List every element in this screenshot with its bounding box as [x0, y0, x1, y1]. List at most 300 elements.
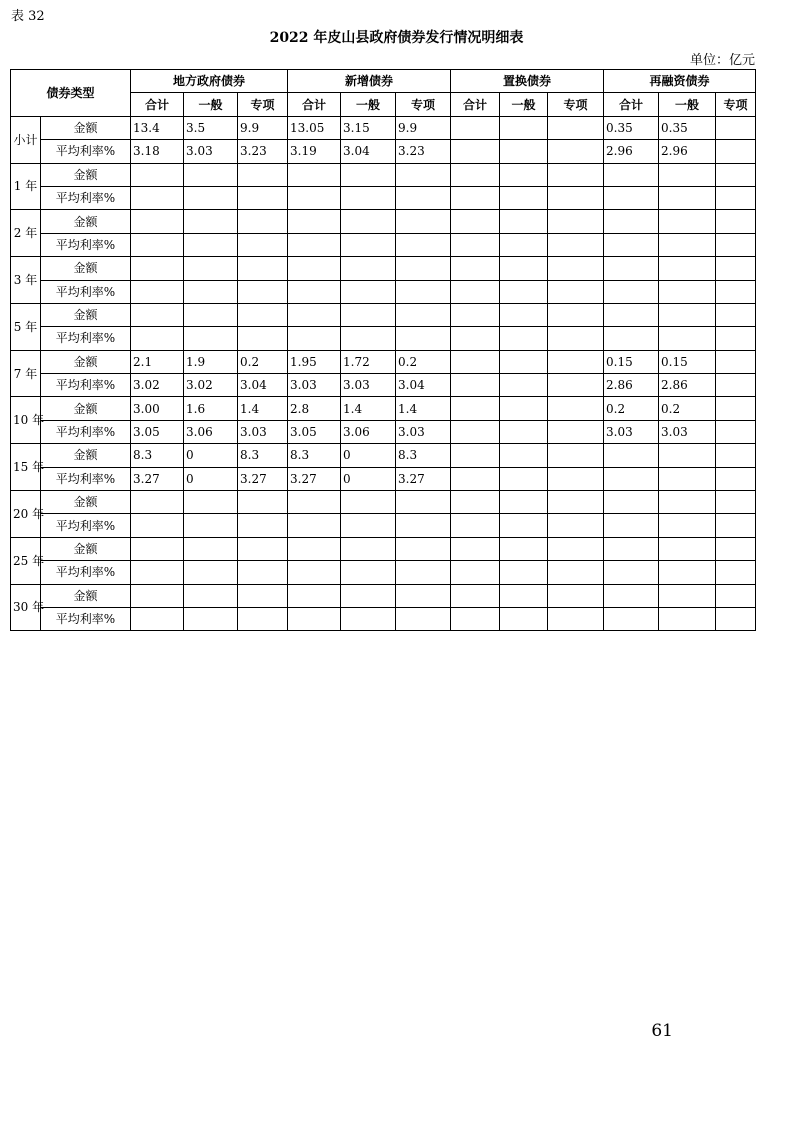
- value-cell: [238, 280, 288, 303]
- subheader-cell: 专项: [396, 93, 451, 116]
- value-cell: [716, 467, 756, 490]
- value-cell: [396, 257, 451, 280]
- value-cell: 0: [341, 467, 396, 490]
- value-cell: 3.27: [288, 467, 341, 490]
- value-cell: [716, 397, 756, 420]
- value-cell: [548, 444, 604, 467]
- value-cell: [716, 140, 756, 163]
- value-cell: [396, 561, 451, 584]
- value-cell: [396, 584, 451, 607]
- value-cell: [716, 561, 756, 584]
- value-cell: [604, 537, 659, 560]
- value-cell: [548, 257, 604, 280]
- value-cell: 3.03: [238, 420, 288, 443]
- value-cell: [716, 537, 756, 560]
- value-cell: 1.4: [341, 397, 396, 420]
- value-cell: 3.23: [238, 140, 288, 163]
- value-cell: [548, 280, 604, 303]
- table-row: [11, 210, 756, 233]
- value-cell: [238, 163, 288, 186]
- value-cell: 3.03: [341, 374, 396, 397]
- subheader-cell: 专项: [716, 93, 756, 116]
- value-cell: 3.27: [238, 467, 288, 490]
- subheader-cell: 专项: [238, 93, 288, 116]
- value-cell: [238, 584, 288, 607]
- table-row: [11, 397, 756, 420]
- amount-label: 金额: [41, 303, 131, 326]
- value-cell: [451, 584, 500, 607]
- value-cell: [396, 163, 451, 186]
- value-cell: [604, 280, 659, 303]
- value-cell: 1.72: [341, 350, 396, 373]
- amount-label: 金额: [41, 584, 131, 607]
- value-cell: 2.86: [604, 374, 659, 397]
- value-cell: [288, 257, 341, 280]
- value-cell: [238, 607, 288, 630]
- value-cell: [659, 186, 716, 209]
- value-cell: [131, 233, 184, 256]
- value-cell: 3.18: [131, 140, 184, 163]
- value-cell: [716, 327, 756, 350]
- value-cell: [238, 257, 288, 280]
- value-cell: [451, 537, 500, 560]
- value-cell: [451, 280, 500, 303]
- value-cell: 13.4: [131, 116, 184, 139]
- value-cell: [288, 584, 341, 607]
- value-cell: 3.5: [184, 116, 238, 139]
- value-cell: [716, 163, 756, 186]
- value-cell: [131, 257, 184, 280]
- value-cell: [716, 186, 756, 209]
- value-cell: 1.4: [238, 397, 288, 420]
- value-cell: [500, 561, 548, 584]
- value-cell: 3.03: [604, 420, 659, 443]
- value-cell: [604, 561, 659, 584]
- rate-label: 平均利率%: [41, 280, 131, 303]
- value-cell: [184, 163, 238, 186]
- value-cell: [500, 374, 548, 397]
- value-cell: [659, 233, 716, 256]
- value-cell: [451, 561, 500, 584]
- value-cell: [341, 257, 396, 280]
- value-cell: [716, 607, 756, 630]
- value-cell: 2.96: [659, 140, 716, 163]
- table-row: [11, 420, 756, 443]
- value-cell: [238, 561, 288, 584]
- value-cell: 3.27: [131, 467, 184, 490]
- value-cell: [451, 444, 500, 467]
- rate-label: 平均利率%: [41, 561, 131, 584]
- value-cell: [548, 163, 604, 186]
- value-cell: [341, 584, 396, 607]
- value-cell: [659, 607, 716, 630]
- amount-label: 金额: [41, 444, 131, 467]
- value-cell: [604, 607, 659, 630]
- value-cell: [131, 303, 184, 326]
- value-cell: [548, 420, 604, 443]
- value-cell: [238, 491, 288, 514]
- value-cell: [548, 491, 604, 514]
- value-cell: [716, 210, 756, 233]
- value-cell: [604, 584, 659, 607]
- value-cell: [659, 327, 716, 350]
- term-label: 15 年: [11, 444, 41, 491]
- term-label: 3 年: [11, 257, 41, 304]
- value-cell: [604, 467, 659, 490]
- value-cell: 3.04: [238, 374, 288, 397]
- value-cell: [716, 374, 756, 397]
- rate-label: 平均利率%: [41, 607, 131, 630]
- rate-label: 平均利率%: [41, 233, 131, 256]
- subheader-cell: 合计: [451, 93, 500, 116]
- value-cell: 0.2: [659, 397, 716, 420]
- value-cell: [548, 116, 604, 139]
- term-label: 1 年: [11, 163, 41, 210]
- value-cell: 0.2: [238, 350, 288, 373]
- amount-label: 金额: [41, 397, 131, 420]
- table-row: [11, 584, 756, 607]
- rate-label: 平均利率%: [41, 420, 131, 443]
- table-row: [11, 350, 756, 373]
- value-cell: [184, 537, 238, 560]
- value-cell: [500, 491, 548, 514]
- table-row: [11, 607, 756, 630]
- value-cell: [396, 607, 451, 630]
- term-label: 5 年: [11, 303, 41, 350]
- value-cell: [184, 327, 238, 350]
- value-cell: [288, 280, 341, 303]
- bond-issuance-table: [10, 69, 756, 631]
- value-cell: [500, 210, 548, 233]
- value-cell: [131, 607, 184, 630]
- value-cell: 2.8: [288, 397, 341, 420]
- value-cell: 9.9: [396, 116, 451, 139]
- value-cell: [500, 420, 548, 443]
- table-row: [11, 444, 756, 467]
- value-cell: 0: [341, 444, 396, 467]
- rate-label: 平均利率%: [41, 186, 131, 209]
- value-cell: 8.3: [238, 444, 288, 467]
- rate-label: 平均利率%: [41, 140, 131, 163]
- amount-label: 金额: [41, 210, 131, 233]
- table-header: [11, 70, 756, 117]
- value-cell: [500, 397, 548, 420]
- value-cell: 3.19: [288, 140, 341, 163]
- term-label: 2 年: [11, 210, 41, 257]
- value-cell: [659, 584, 716, 607]
- value-cell: [288, 537, 341, 560]
- value-cell: [548, 514, 604, 537]
- value-cell: [131, 491, 184, 514]
- value-cell: [548, 537, 604, 560]
- value-cell: [451, 607, 500, 630]
- table-row: [11, 257, 756, 280]
- value-cell: [341, 303, 396, 326]
- term-label: 10 年: [11, 397, 41, 444]
- value-cell: [548, 210, 604, 233]
- table-row: [11, 163, 756, 186]
- value-cell: 0.2: [396, 350, 451, 373]
- value-cell: [341, 561, 396, 584]
- table-row: [11, 280, 756, 303]
- value-cell: [288, 327, 341, 350]
- value-cell: [716, 350, 756, 373]
- value-cell: [716, 280, 756, 303]
- type-header: 债券类型: [11, 70, 131, 117]
- value-cell: [238, 537, 288, 560]
- value-cell: [604, 186, 659, 209]
- value-cell: [184, 491, 238, 514]
- value-cell: [396, 327, 451, 350]
- table-row: [11, 233, 756, 256]
- value-cell: [451, 163, 500, 186]
- value-cell: [500, 584, 548, 607]
- value-cell: [659, 303, 716, 326]
- value-cell: [659, 280, 716, 303]
- value-cell: [131, 280, 184, 303]
- value-cell: [500, 303, 548, 326]
- value-cell: [184, 280, 238, 303]
- value-cell: [288, 607, 341, 630]
- value-cell: [659, 561, 716, 584]
- value-cell: [716, 116, 756, 139]
- value-cell: [131, 584, 184, 607]
- page-number: 61: [651, 1021, 673, 1041]
- value-cell: [500, 607, 548, 630]
- value-cell: 3.06: [341, 420, 396, 443]
- value-cell: 3.05: [288, 420, 341, 443]
- value-cell: [500, 467, 548, 490]
- table-row: [11, 561, 756, 584]
- value-cell: [451, 327, 500, 350]
- value-cell: [604, 233, 659, 256]
- value-cell: [341, 280, 396, 303]
- value-cell: 13.05: [288, 116, 341, 139]
- value-cell: 0: [184, 444, 238, 467]
- subheader-cell: 一般: [500, 93, 548, 116]
- value-cell: [184, 186, 238, 209]
- value-cell: [131, 186, 184, 209]
- value-cell: 3.03: [396, 420, 451, 443]
- value-cell: [131, 163, 184, 186]
- page-title: 2022 年皮山县政府债券发行情况明细表: [269, 30, 524, 46]
- value-cell: [548, 303, 604, 326]
- table-row: [11, 374, 756, 397]
- subheader-cell: 合计: [604, 93, 659, 116]
- value-cell: 2.1: [131, 350, 184, 373]
- value-cell: [500, 537, 548, 560]
- value-cell: [341, 233, 396, 256]
- value-cell: [341, 327, 396, 350]
- value-cell: [604, 303, 659, 326]
- value-cell: 3.03: [184, 140, 238, 163]
- amount-label: 金额: [41, 116, 131, 139]
- value-cell: [341, 514, 396, 537]
- value-cell: [341, 607, 396, 630]
- value-cell: [500, 257, 548, 280]
- value-cell: [288, 491, 341, 514]
- value-cell: [716, 514, 756, 537]
- amount-label: 金额: [41, 257, 131, 280]
- value-cell: [500, 327, 548, 350]
- subheader-cell: 一般: [659, 93, 716, 116]
- value-cell: [548, 140, 604, 163]
- term-label: 25 年: [11, 537, 41, 584]
- value-cell: [604, 327, 659, 350]
- value-cell: [716, 257, 756, 280]
- value-cell: 3.00: [131, 397, 184, 420]
- value-cell: [716, 233, 756, 256]
- term-label: 20 年: [11, 491, 41, 538]
- subheader-cell: 合计: [131, 93, 184, 116]
- value-cell: [396, 210, 451, 233]
- value-cell: [131, 561, 184, 584]
- value-cell: [396, 280, 451, 303]
- value-cell: [396, 303, 451, 326]
- amount-label: 金额: [41, 491, 131, 514]
- value-cell: [238, 514, 288, 537]
- value-cell: [184, 607, 238, 630]
- value-cell: [548, 397, 604, 420]
- table-row: [11, 303, 756, 326]
- subheader-cell: 一般: [184, 93, 238, 116]
- subheader-cell: 一般: [341, 93, 396, 116]
- value-cell: 8.3: [396, 444, 451, 467]
- value-cell: [131, 210, 184, 233]
- value-cell: [341, 210, 396, 233]
- value-cell: [238, 303, 288, 326]
- value-cell: 3.27: [396, 467, 451, 490]
- value-cell: [341, 186, 396, 209]
- group-header-refinancing: 再融资债券: [604, 70, 756, 93]
- value-cell: [659, 163, 716, 186]
- value-cell: [500, 280, 548, 303]
- table-row: [11, 514, 756, 537]
- value-cell: [500, 140, 548, 163]
- value-cell: 3.04: [396, 374, 451, 397]
- term-label: 小计: [11, 116, 41, 163]
- value-cell: 0.35: [659, 116, 716, 139]
- value-cell: [548, 584, 604, 607]
- value-cell: [396, 514, 451, 537]
- value-cell: [548, 374, 604, 397]
- value-cell: [659, 210, 716, 233]
- value-cell: 0.15: [659, 350, 716, 373]
- value-cell: [659, 444, 716, 467]
- group-header-new: 新增债券: [288, 70, 451, 93]
- value-cell: [451, 514, 500, 537]
- value-cell: [238, 186, 288, 209]
- value-cell: 3.06: [184, 420, 238, 443]
- value-cell: 1.4: [396, 397, 451, 420]
- value-cell: [659, 491, 716, 514]
- value-cell: 3.05: [131, 420, 184, 443]
- value-cell: [184, 561, 238, 584]
- value-cell: [659, 514, 716, 537]
- value-cell: 0.35: [604, 116, 659, 139]
- value-cell: [604, 257, 659, 280]
- value-cell: [184, 584, 238, 607]
- table-row: [11, 327, 756, 350]
- value-cell: [604, 514, 659, 537]
- value-cell: [548, 467, 604, 490]
- value-cell: [288, 514, 341, 537]
- value-cell: [500, 444, 548, 467]
- value-cell: [184, 257, 238, 280]
- value-cell: [184, 210, 238, 233]
- value-cell: [451, 350, 500, 373]
- value-cell: 3.04: [341, 140, 396, 163]
- value-cell: [659, 537, 716, 560]
- value-cell: [184, 303, 238, 326]
- value-cell: [451, 420, 500, 443]
- value-cell: 9.9: [238, 116, 288, 139]
- value-cell: [604, 210, 659, 233]
- unit-label: 单位：亿元: [689, 53, 755, 68]
- value-cell: [451, 397, 500, 420]
- value-cell: [341, 491, 396, 514]
- value-cell: [131, 537, 184, 560]
- value-cell: 1.95: [288, 350, 341, 373]
- value-cell: [184, 233, 238, 256]
- value-cell: 0.2: [604, 397, 659, 420]
- value-cell: 1.9: [184, 350, 238, 373]
- value-cell: 8.3: [288, 444, 341, 467]
- table-number: 表 32: [11, 9, 45, 24]
- value-cell: [500, 350, 548, 373]
- value-cell: [451, 116, 500, 139]
- subheader-cell: 专项: [548, 93, 604, 116]
- rate-label: 平均利率%: [41, 467, 131, 490]
- value-cell: 3.03: [288, 374, 341, 397]
- value-cell: [288, 233, 341, 256]
- value-cell: 3.02: [184, 374, 238, 397]
- term-label: 30 年: [11, 584, 41, 631]
- value-cell: [288, 186, 341, 209]
- value-cell: [451, 491, 500, 514]
- value-cell: [184, 514, 238, 537]
- value-cell: [604, 491, 659, 514]
- value-cell: [396, 233, 451, 256]
- value-cell: [604, 163, 659, 186]
- value-cell: [396, 491, 451, 514]
- value-cell: [288, 163, 341, 186]
- value-cell: [716, 420, 756, 443]
- value-cell: [451, 140, 500, 163]
- group-header-local: 地方政府债券: [131, 70, 288, 93]
- subheader-cell: 合计: [288, 93, 341, 116]
- value-cell: 3.03: [659, 420, 716, 443]
- value-cell: [500, 163, 548, 186]
- table-row: [11, 186, 756, 209]
- value-cell: [341, 537, 396, 560]
- value-cell: [716, 444, 756, 467]
- value-cell: [238, 210, 288, 233]
- value-cell: 3.23: [396, 140, 451, 163]
- value-cell: [659, 257, 716, 280]
- value-cell: 2.86: [659, 374, 716, 397]
- rate-label: 平均利率%: [41, 514, 131, 537]
- value-cell: [288, 561, 341, 584]
- value-cell: 2.96: [604, 140, 659, 163]
- group-header-replacement: 置换债券: [451, 70, 604, 93]
- amount-label: 金额: [41, 537, 131, 560]
- value-cell: [131, 327, 184, 350]
- table-row: [11, 467, 756, 490]
- value-cell: [451, 303, 500, 326]
- table-row: [11, 140, 756, 163]
- rate-label: 平均利率%: [41, 327, 131, 350]
